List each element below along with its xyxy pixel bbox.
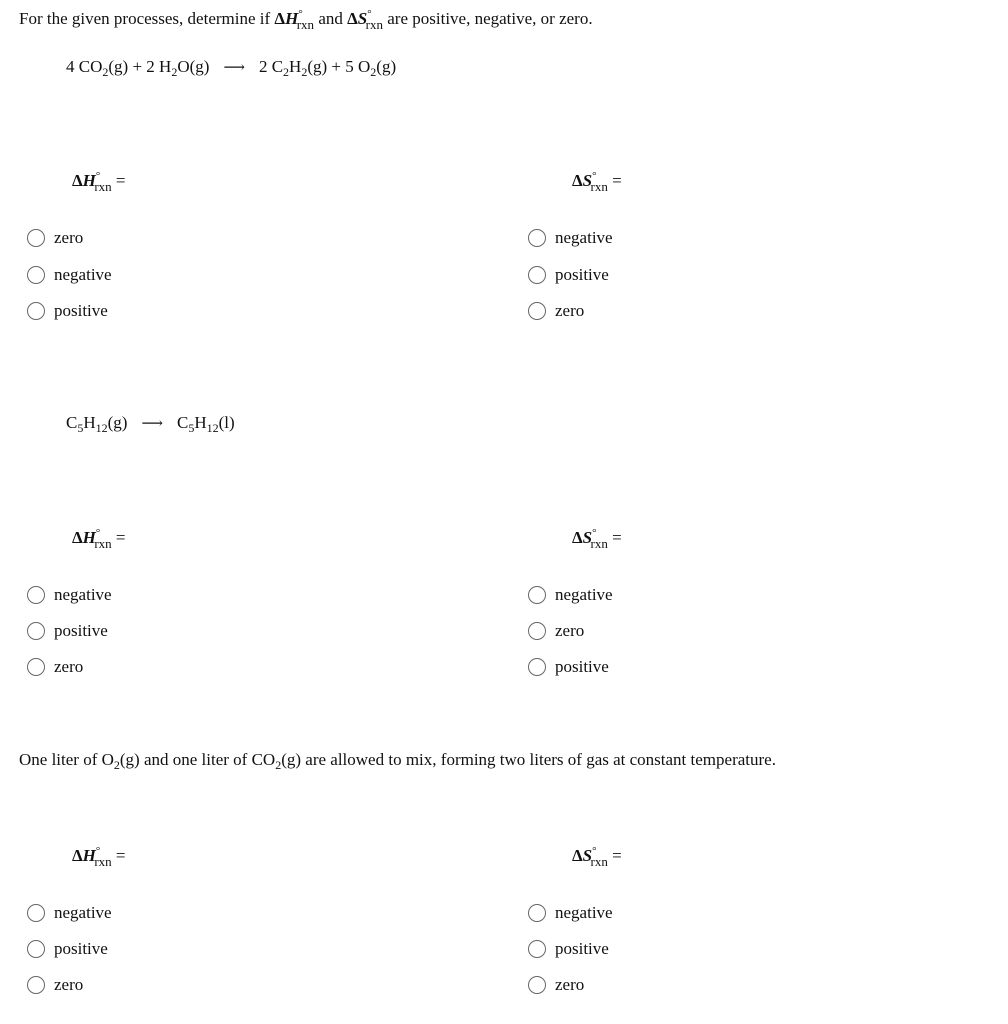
dh-option-2[interactable]: [27, 621, 108, 641]
coefficient: 2: [146, 57, 155, 76]
element-subscript: 12: [206, 421, 219, 435]
enthalpy-symbol: H: [285, 9, 299, 28]
prompt-text-mid: and: [314, 9, 348, 28]
dh-option-1[interactable]: [27, 228, 83, 248]
delta-symbol: Δ: [72, 846, 83, 865]
entropy-symbol: S: [357, 9, 368, 28]
delta-h-label-3: [72, 845, 126, 870]
option-label: negative: [54, 585, 112, 604]
reaction-arrow: ⟶: [141, 416, 163, 432]
option-label: zero: [54, 657, 84, 676]
degree-symbol: °: [367, 8, 372, 20]
radio-button[interactable]: [528, 622, 546, 640]
degree-symbol: °: [95, 845, 101, 857]
statement-part: (g) are allowed to mix, forming two liters of gas at constant temperature.: [281, 750, 776, 769]
delta-symbol: Δ: [72, 528, 83, 547]
coefficient: 4: [66, 57, 75, 76]
radio-button[interactable]: [528, 229, 546, 247]
delta-symbol: Δ: [572, 171, 583, 190]
element-symbol: H: [289, 57, 302, 76]
radio-button[interactable]: [27, 229, 45, 247]
option-label: negative: [555, 228, 613, 247]
radio-button[interactable]: [27, 658, 45, 676]
element-subscript: 2: [102, 65, 109, 79]
element-symbol: C: [78, 57, 91, 76]
radio-button[interactable]: [528, 658, 546, 676]
dh-option-1[interactable]: [27, 265, 112, 285]
ds-option-2[interactable]: [528, 621, 584, 641]
coefficient: 2: [258, 57, 268, 76]
radio-button[interactable]: [528, 586, 546, 604]
dh-option-1[interactable]: [27, 301, 108, 321]
delta-h-label-1: [72, 170, 126, 195]
element-symbol: C: [66, 413, 78, 432]
degree-symbol: °: [592, 845, 597, 857]
chemical-species: [176, 413, 235, 435]
statement-subscript: 2: [275, 758, 282, 772]
phase-label: (g): [108, 57, 129, 76]
delta-symbol: Δ: [572, 528, 583, 547]
radio-button[interactable]: [27, 976, 45, 994]
entropy-symbol: S: [582, 846, 593, 865]
reaction-arrow: ⟶: [223, 60, 245, 76]
dh-option-3[interactable]: [27, 939, 108, 959]
dh-option-3[interactable]: [27, 903, 112, 923]
equals-sign: =: [612, 846, 622, 865]
phase-label: (g): [107, 413, 128, 432]
option-label: positive: [555, 939, 609, 958]
prompt-text-end: are positive, negative, or zero.: [383, 9, 593, 28]
rxn-subscript: rxn: [296, 17, 315, 32]
radio-button[interactable]: [27, 266, 45, 284]
phase-label: (g): [189, 57, 210, 76]
radio-button[interactable]: [528, 266, 546, 284]
element-symbol: H: [83, 413, 96, 432]
element-symbol: C: [271, 57, 284, 76]
chemical-species: [66, 413, 128, 435]
element-subscript: 5: [188, 421, 195, 435]
rxn-subscript: rxn: [94, 854, 112, 869]
delta-s-label-1: [572, 170, 622, 195]
degree-symbol: °: [298, 8, 303, 20]
delta-symbol: Δ: [347, 9, 358, 28]
rxn-subscript: rxn: [365, 17, 383, 32]
element-symbol: O: [358, 57, 371, 76]
radio-button[interactable]: [27, 302, 45, 320]
statement-subscript: 2: [113, 758, 120, 772]
dh-option-2[interactable]: [27, 585, 112, 605]
option-label: positive: [54, 301, 108, 320]
degree-symbol: °: [95, 170, 101, 182]
option-label: zero: [555, 975, 585, 994]
radio-button[interactable]: [27, 904, 45, 922]
radio-button[interactable]: [528, 904, 546, 922]
rxn-subscript: rxn: [94, 179, 112, 194]
element-symbol: H: [159, 57, 172, 76]
question-prompt: [19, 8, 593, 33]
equals-sign: =: [115, 528, 126, 547]
delta-s-label-2: [572, 527, 622, 552]
element-subscript: 2: [301, 65, 308, 79]
ds-option-2[interactable]: [528, 585, 613, 605]
radio-button[interactable]: [528, 940, 546, 958]
equals-sign: =: [612, 528, 622, 547]
ds-option-3[interactable]: [528, 975, 584, 995]
enthalpy-symbol: H: [82, 528, 96, 547]
enthalpy-symbol: H: [82, 846, 96, 865]
phase-label: (l): [218, 413, 235, 432]
option-label: positive: [555, 265, 609, 284]
option-label: positive: [555, 657, 609, 676]
entropy-symbol: S: [582, 171, 593, 190]
delta-symbol: Δ: [72, 171, 83, 190]
element-subscript: 5: [77, 421, 84, 435]
element-symbol: O: [177, 57, 190, 76]
phase-label: (g): [376, 57, 397, 76]
element-symbol: C: [176, 413, 189, 432]
degree-symbol: °: [592, 170, 597, 182]
element-subscript: 2: [370, 65, 377, 79]
reaction-equation-2: [66, 413, 235, 436]
radio-button[interactable]: [528, 976, 546, 994]
delta-symbol: Δ: [572, 846, 583, 865]
ds-option-3[interactable]: [528, 903, 613, 923]
rxn-subscript: rxn: [94, 536, 112, 551]
delta-symbol: Δ: [274, 9, 286, 28]
option-label: zero: [555, 301, 585, 320]
chemical-species: [345, 57, 397, 79]
rxn-subscript: rxn: [590, 179, 608, 194]
element-symbol: O: [90, 57, 103, 76]
delta-s-label-3: [572, 845, 622, 870]
option-label: zero: [54, 228, 84, 247]
element-subscript: 2: [171, 65, 178, 79]
entropy-symbol: S: [582, 528, 593, 547]
equals-sign: =: [612, 171, 622, 190]
element-symbol: H: [194, 413, 207, 432]
coefficient: 5: [345, 57, 354, 76]
enthalpy-symbol: H: [82, 171, 96, 190]
ds-option-3[interactable]: [528, 939, 609, 959]
prompt-text-start: For the given processes, determine if: [19, 9, 275, 28]
reaction-equation-1: 4 $CO_2(g) + 2$ $H_2O(g)$ ⟶ 2 $C_2H_2(g) + 5$ $O_2(g)$: [66, 57, 397, 79]
element-subscript: 12: [95, 421, 108, 435]
ds-option-1[interactable]: [528, 265, 609, 285]
radio-button[interactable]: [528, 302, 546, 320]
statement-part: One liter of O: [19, 750, 114, 769]
delta-h-label-2: [72, 527, 126, 552]
option-label: negative: [555, 903, 613, 922]
radio-button[interactable]: [27, 586, 45, 604]
statement-part: (g) and one liter of CO: [119, 750, 276, 769]
option-label: negative: [555, 585, 613, 604]
chemical-species: [146, 57, 210, 79]
option-label: zero: [54, 975, 84, 994]
degree-symbol: °: [95, 527, 101, 539]
option-label: positive: [54, 621, 108, 640]
option-label: negative: [54, 265, 112, 284]
chemical-species: [258, 57, 328, 79]
ds-option-1[interactable]: [528, 301, 584, 321]
element-subscript: 2: [283, 65, 290, 79]
ds-option-2[interactable]: [528, 657, 609, 677]
dh-option-3[interactable]: [27, 975, 83, 995]
degree-symbol: °: [592, 527, 597, 539]
option-label: negative: [54, 903, 112, 922]
equals-sign: =: [115, 846, 126, 865]
ds-option-1[interactable]: [528, 228, 613, 248]
process-statement-3: [19, 750, 776, 773]
rxn-subscript: rxn: [590, 536, 608, 551]
equals-sign: =: [115, 171, 126, 190]
option-label: positive: [54, 939, 108, 958]
dh-option-2[interactable]: [27, 657, 83, 677]
option-label: zero: [555, 621, 585, 640]
radio-button[interactable]: [27, 622, 45, 640]
radio-button[interactable]: [27, 940, 45, 958]
chemical-species: [66, 57, 129, 79]
rxn-subscript: rxn: [590, 854, 608, 869]
phase-label: (g): [307, 57, 328, 76]
